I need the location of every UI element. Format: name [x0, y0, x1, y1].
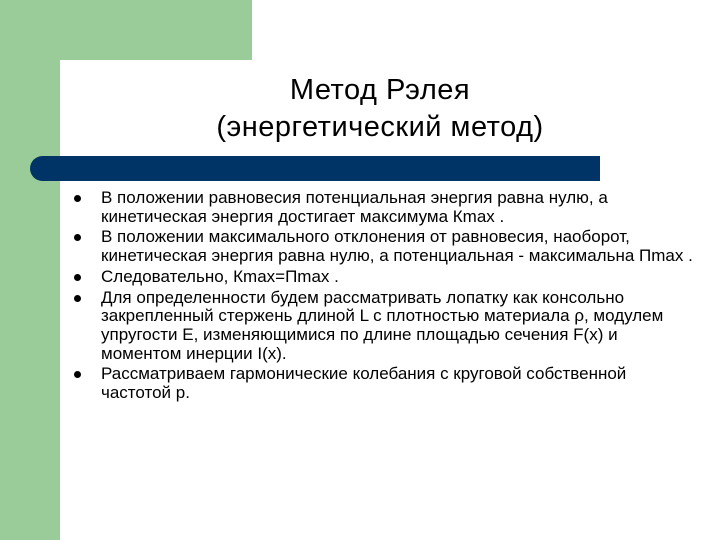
- bullet-text: Следовательно, Кmax=Пmax .: [101, 266, 339, 286]
- title-underline-bar: [30, 156, 600, 181]
- title-line-1: Метод Рэлея: [289, 74, 471, 106]
- bullet-item: [70, 289, 695, 364]
- bullet-item: [70, 365, 695, 402]
- bullet-dot-icon: [74, 234, 81, 241]
- bullet-text: Рассматриваем гармонические колебания с круговой собственной частотой p.: [101, 364, 627, 403]
- bullet-text: Для определенности будем рассматривать лопатку как консольно закрепленный стержень длиной L с плотностью материала ρ, модулем упругости E, изменяющимися по длине площадью сечения F(x) и моментом инерции I(x).: [101, 287, 664, 363]
- bullet-item: [70, 189, 695, 226]
- bullet-dot-icon: [74, 195, 81, 202]
- bullet-item: [70, 228, 695, 265]
- green-left-band: [0, 0, 60, 540]
- bullet-text: В положении максимального отклонения от равновесия, наоборот, кинетическая энергия равна нулю, а потенциальная - максимальна Пmax .: [101, 227, 693, 266]
- bullet-dot-icon: [74, 274, 81, 281]
- slide-title: [110, 72, 650, 146]
- bullet-list: [70, 189, 695, 405]
- bullet-item: [70, 268, 695, 287]
- bullet-text: В положении равновесия потенциальная энергия равна нулю, а кинетическая энергия достигает максимума Кmax .: [101, 188, 608, 226]
- bullet-dot-icon: [74, 371, 81, 378]
- bullet-dot-icon: [74, 295, 81, 302]
- title-line-2: (энергетический метод): [216, 111, 544, 143]
